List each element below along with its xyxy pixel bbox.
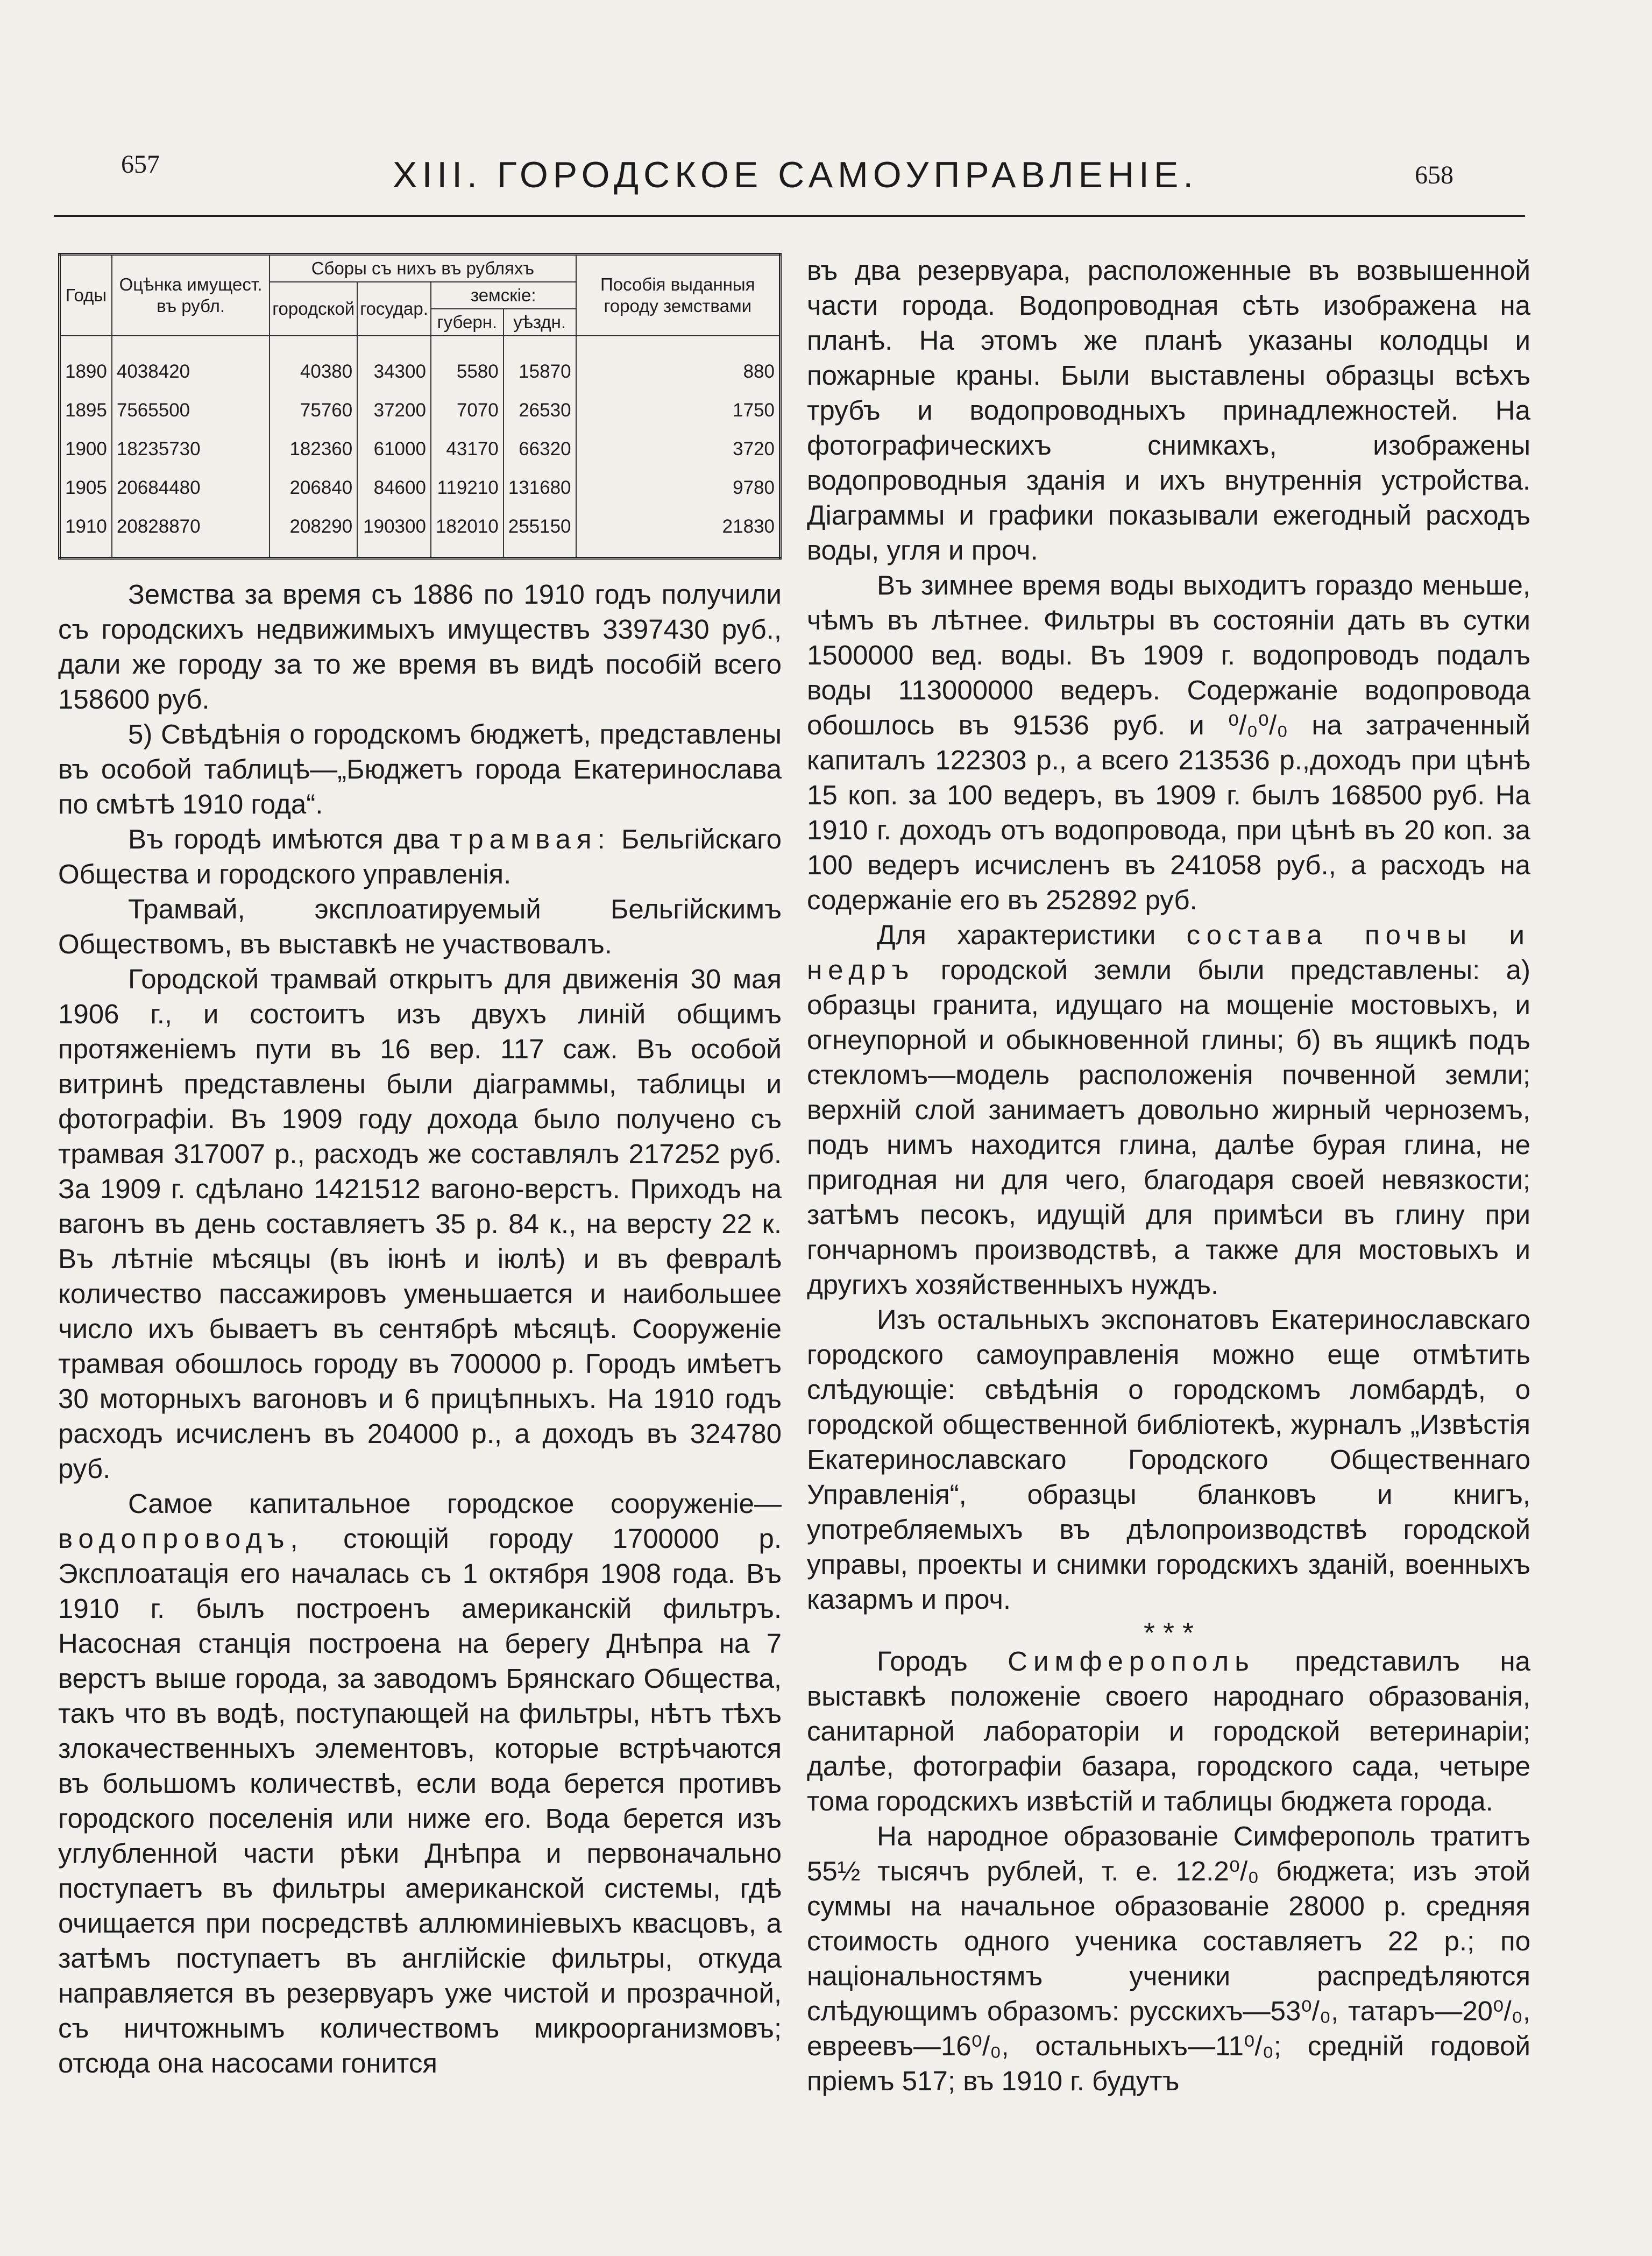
section-divider-stars: * * * bbox=[1143, 1617, 1194, 1649]
cell-city: 40380 bbox=[270, 336, 357, 391]
col-header-collections: Сборы съ нихъ въ рубляхъ bbox=[270, 254, 576, 282]
spaced-term: состава почвы и недръ bbox=[807, 920, 1531, 985]
spaced-term: Симферополь bbox=[1008, 1646, 1255, 1677]
text-run: Самое капитальное городское сооруженiе— bbox=[128, 1488, 782, 1519]
cell-city: 206840 bbox=[270, 469, 357, 507]
cell-subsidy: 21830 bbox=[576, 507, 781, 558]
cell-valuation: 18235730 bbox=[112, 430, 270, 469]
cell-valuation: 4038420 bbox=[112, 336, 270, 391]
cell-valuation: 20684480 bbox=[112, 469, 270, 507]
header-rule bbox=[54, 215, 1525, 217]
table-row bbox=[60, 507, 781, 558]
col-header-state: государ. bbox=[357, 282, 431, 336]
table-row bbox=[60, 430, 781, 469]
spaced-term: водопроводъ, bbox=[58, 1523, 304, 1554]
paragraph: Трамвай, эксплоатируемый Бельгiйскимъ Обществомъ, въ выставкѣ не участвовалъ. bbox=[58, 894, 782, 959]
paragraph: Въ зимнее время воды выходитъ гораздо меньше, чѣмъ въ лѣтнее. Фильтры въ состоянiи дать въ сутки 1500000 вед. воды. Въ 1909 г. водопроводъ подалъ воды 113000000 ведеръ. Содержанiе водопровода обошлось въ 91536 руб. и ⁰/₀⁰/₀ на затраченный капиталъ 122303 р., а всего 213536 р.,доходъ при цѣнѣ 15 коп. за 100 ведеръ, въ 1909 г. былъ 168500 руб. На 1910 г. доходъ отъ водопровода, при цѣнѣ въ 20 коп. за 100 ведеръ исчисленъ въ 241058 руб., а расходъ на содержанiе его въ 252892 руб. bbox=[807, 570, 1530, 915]
table-row bbox=[60, 391, 781, 430]
page-number-right: 658 bbox=[1415, 161, 1454, 189]
cell-subsidy: 1750 bbox=[576, 391, 781, 430]
paragraph: Изъ остальныхъ экспонатовъ Екатеринославскаго городского самоуправленiя можно еще отмѣтить слѣдующiе: свѣдѣнiя о городскомъ ломбардѣ, о городской общественной библiотекѣ, журналъ „Извѣстiя Екатеринославскаго Городского Общественнаго Управленiя“, образцы бланковъ и книгъ, употребляемыхъ въ дѣлопроизводствѣ городской управы, проекты и снимки городскихъ зданiй, военныхъ казармъ и проч. bbox=[807, 1304, 1530, 1615]
paragraph bbox=[58, 1486, 782, 2081]
cell-year: 1890 bbox=[60, 336, 112, 391]
paragraph bbox=[807, 1644, 1530, 1819]
text-run: представилъ на выставкѣ положенiе своего народнаго образованiя, санитарной лабораторiи и городской ветеринарiи; далѣе, фотографiи базара, городского сада, четыре тома городскихъ извѣстiй и таблицы бюджета города. bbox=[807, 1646, 1531, 1816]
cell-guberniya: 7070 bbox=[431, 391, 504, 430]
cell-city: 182360 bbox=[270, 430, 357, 469]
text-run: городской земли были представлены: а) образцы гранита, идущаго на мощенiе мостовыхъ, и огнеупорной и обыкновенной глины; б) въ ящикѣ подъ стекломъ—модель расположенiя почвенной земли; верхнiй слой занимаетъ довольно жирный черноземъ, подъ нимъ находится глина, далѣе бурая глина, не пригодная ни для чего, благодаря своей невязкости; затѣмъ песокъ, идущiй для примѣси въ глину при гончарномъ производствѣ, а также для мостовыхъ и другихъ хозяйственныхъ нуждъ. bbox=[807, 954, 1530, 1300]
cell-uezd: 15870 bbox=[504, 336, 576, 391]
cell-uezd: 255150 bbox=[504, 507, 576, 558]
cell-guberniya: 182010 bbox=[431, 507, 504, 558]
cell-state: 190300 bbox=[357, 507, 431, 558]
cell-uezd: 131680 bbox=[504, 469, 576, 507]
cell-guberniya: 43170 bbox=[431, 430, 504, 469]
running-title: XIII. ГОРОДСКОЕ САМОУПРАВЛЕНIЕ. bbox=[393, 154, 1199, 195]
text-run: Въ городѣ имѣются два bbox=[128, 824, 439, 854]
cell-state: 84600 bbox=[357, 469, 431, 507]
page-header bbox=[0, 0, 1652, 226]
cell-subsidy: 3720 bbox=[576, 430, 781, 469]
spaced-term: трамвая: bbox=[449, 824, 611, 854]
cell-uezd: 26530 bbox=[504, 391, 576, 430]
col-header-uezd: уѣздн. bbox=[504, 309, 576, 336]
cell-valuation: 20828870 bbox=[112, 507, 270, 558]
paragraph: Земства за время съ 1886 по 1910 годъ получили съ городскихъ недвижимыхъ имуществъ 3397430 руб., дали же городу за то же время въ видѣ пособiй всего 158600 руб. bbox=[58, 579, 782, 715]
cell-guberniya: 119210 bbox=[431, 469, 504, 507]
cell-uezd: 66320 bbox=[504, 430, 576, 469]
cell-year: 1910 bbox=[60, 507, 112, 558]
col-header-subsidies: Пособiя выданныя городу земствами bbox=[576, 254, 781, 336]
cell-state: 34300 bbox=[357, 336, 431, 391]
left-column bbox=[58, 253, 782, 2081]
col-header-years: Годы bbox=[60, 254, 112, 336]
cell-subsidy: 880 bbox=[576, 336, 781, 391]
cell-city: 208290 bbox=[270, 507, 357, 558]
cell-guberniya: 5580 bbox=[431, 336, 504, 391]
cell-state: 61000 bbox=[357, 430, 431, 469]
right-column bbox=[807, 253, 1530, 2098]
col-header-zemstvo: земскiе: bbox=[431, 282, 576, 309]
paragraph: Городской трамвай открытъ для движенiя 30 мая 1906 г., и состоитъ изъ двухъ линiй общимъ протяженiемъ пути въ 16 вер. 117 саж. Въ особой витринѣ представлены были дiаграммы, таблицы и фотографiи. Въ 1909 году дохода было получено съ трамвая 317007 р., расходъ же составлялъ 217252 руб. За 1909 г. сдѣлано 1421512 вагоно-верстъ. Приходъ на вагонъ въ день составляетъ 35 р. 84 к., на версту 22 к. Въ лѣтнiе мѣсяцы (въ iюнѣ и iюлѣ) и въ февралѣ количество пассажировъ уменьшается и наибольшее число ихъ бываетъ въ сентябрѣ мѣсяцѣ. Сооруженiе трамвая обошлось городу въ 700000 р. Городъ имѣетъ 30 моторныхъ вагоновъ и 6 прицѣпныхъ. На 1910 годъ расходъ исчисленъ въ 204000 р., а доходъ въ 324780 руб. bbox=[58, 964, 782, 1484]
paragraph: 5) Свѣдѣнiя о городскомъ бюджетѣ, представлены въ особой таблицѣ—„Бюджетъ города Екатеринослава по смѣтѣ 1910 года“. bbox=[58, 719, 782, 819]
cell-year: 1900 bbox=[60, 430, 112, 469]
cell-year: 1895 bbox=[60, 391, 112, 430]
text-run: Бельгiйскаго Общества и городского управленiя. bbox=[58, 824, 782, 889]
col-header-city: городской bbox=[270, 282, 357, 336]
paragraph bbox=[58, 822, 782, 892]
col-header-guberniya: губерн. bbox=[431, 309, 504, 336]
paragraph: въ два резервуара, расположенные въ возвышенной части города. Водопроводная сѣть изображена на планѣ. На этомъ же планѣ указаны колодцы и пожарные краны. Были выставлены образцы всѣхъ трубъ и водопроводныхъ принадлежностей. На фотографическихъ снимкахъ, изображены водопроводныя зданiя и ихъ внутреннiя устройства. Дiаграммы и графики показывали ежегодный расходъ воды, угля и проч. bbox=[807, 255, 1530, 565]
text-run: стоющiй городу 1700000 р. Эксплоатацiя его началась съ 1 октября 1908 года. Въ 1910 г. былъ построенъ американскiй фильтръ. Насосная станцiя построена на берегу Днѣпра на 7 верстъ выше города, за заводомъ Брянскаго Общества, такъ что въ водѣ, поступающей на фильтры, нѣтъ тѣхъ злокачественныхъ элементовъ, которые встрѣчаются въ большомъ количествѣ, если вода берется противъ городского поселенiя или ниже его. Вода берется изъ углубленной части рѣки Днѣпра и первоначально поступаетъ въ фильтры американской системы, гдѣ очищается при посредствѣ аллюминiевыхъ квасцовъ, а затѣмъ поступаетъ въ англiйскiе фильтры, откуда направляется въ резервуаръ уже чистой и прозрачной, съ ничтожнымъ количествомъ микроорганизмовъ; отсюда она насосами гонится bbox=[58, 1523, 782, 2078]
text-run: Для характеристики bbox=[877, 920, 1156, 950]
col-header-valuation: Оцѣнка имущест. въ рубл. bbox=[112, 254, 270, 336]
paragraph bbox=[807, 917, 1530, 1302]
paragraph: На народное образованiе Симферополь тратитъ 55½ тысячъ рублей, т. е. 12.2⁰/₀ бюджета; изъ этой суммы на начальное образованiе 28000 р. средняя стоимость одного ученика составляетъ 22 р.; по нацiональностямъ ученики распредѣляются слѣдующимъ образомъ: русскихъ—53⁰/₀, татаръ—20⁰/₀, евреевъ—16⁰/₀, остальныхъ—11⁰/₀; среднiй годовой прiемъ 517; въ 1910 г. будутъ bbox=[807, 1821, 1530, 2096]
tax-statistics-table bbox=[58, 253, 782, 560]
cell-city: 75760 bbox=[270, 391, 357, 430]
cell-state: 37200 bbox=[357, 391, 431, 430]
text-run: Городъ bbox=[877, 1646, 968, 1677]
cell-year: 1905 bbox=[60, 469, 112, 507]
table-row bbox=[60, 336, 781, 391]
page-number-left: 657 bbox=[121, 150, 160, 179]
table-row bbox=[60, 469, 781, 507]
cell-valuation: 7565500 bbox=[112, 391, 270, 430]
cell-subsidy: 9780 bbox=[576, 469, 781, 507]
